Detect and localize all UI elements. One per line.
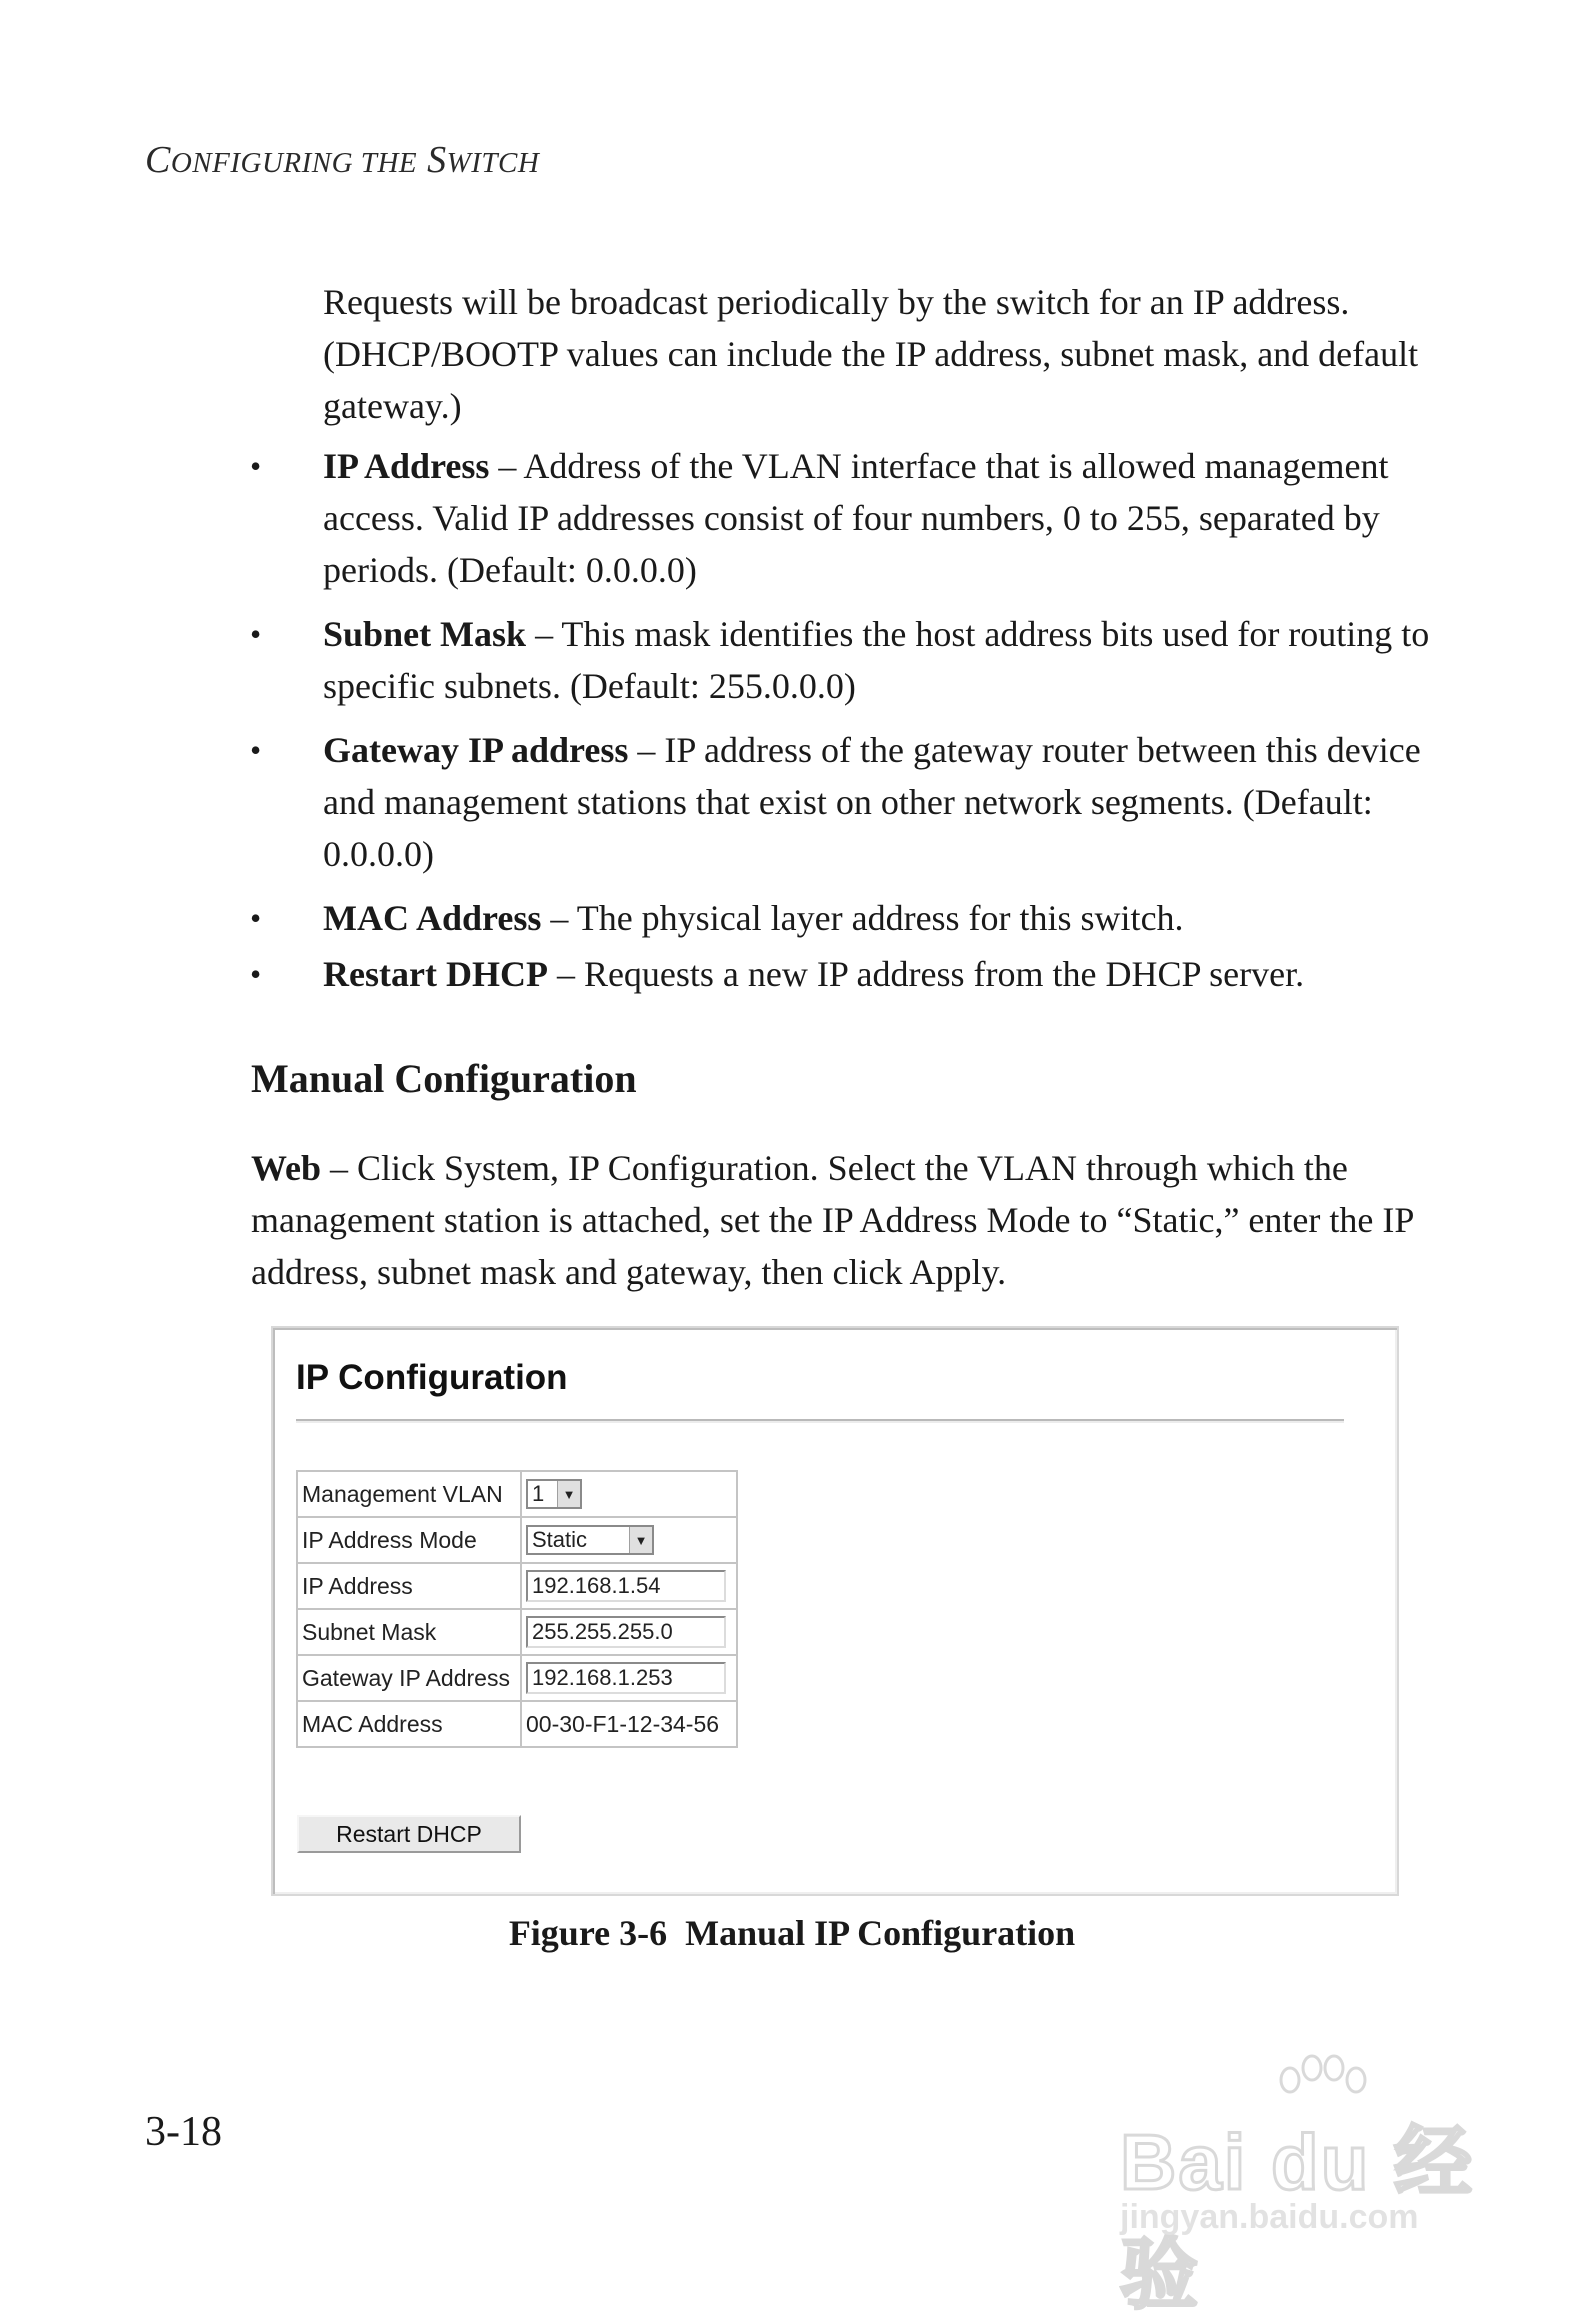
bullet-icon: •	[250, 956, 262, 992]
panel-title: IP Configuration	[296, 1358, 568, 1397]
ip-config-table	[296, 1470, 738, 1748]
bullet-icon: •	[250, 732, 262, 768]
list-item: • MAC Address – The physical layer address for this switch.	[250, 892, 1450, 944]
table-row	[297, 1655, 737, 1701]
bullet-icon: •	[250, 900, 262, 936]
management-vlan-label: Management VLAN	[297, 1471, 521, 1517]
management-vlan-select[interactable]: 1 ▼	[526, 1479, 582, 1509]
ip-address-mode-select[interactable]: Static ▼	[526, 1525, 654, 1555]
watermark-url: jingyan.baidu.com	[1120, 2198, 1419, 2236]
table-row	[297, 1471, 737, 1517]
list-item: • Gateway IP address – IP address of the gateway router between this device and management stations that exist on other network segments. (Default: 0.0.0.0)	[250, 724, 1450, 880]
ip-address-input[interactable]: 192.168.1.54	[526, 1570, 726, 1602]
baidu-watermark	[1120, 2060, 1500, 2318]
ip-configuration-screenshot	[271, 1326, 1399, 1896]
mac-address-label: MAC Address	[297, 1701, 521, 1747]
ip-address-label: IP Address	[297, 1563, 521, 1609]
table-row	[297, 1609, 737, 1655]
chevron-down-icon: ▼	[629, 1527, 652, 1553]
section-heading: Manual Configuration	[251, 1056, 637, 1101]
page-number: 3-18	[145, 2109, 222, 2155]
bullet-icon: •	[250, 448, 262, 484]
table-row	[297, 1701, 737, 1747]
field-description-list	[250, 440, 1450, 1012]
subnet-mask-input[interactable]: 255.255.255.0	[526, 1616, 726, 1648]
gateway-ip-label: Gateway IP Address	[297, 1655, 521, 1701]
ip-address-mode-label: IP Address Mode	[297, 1517, 521, 1563]
list-item: • IP Address – Address of the VLAN interface that is allowed management access. Valid IP addresses consist of four numbers, 0 to 255, separated by periods. (Default: 0.0.0.0)	[250, 440, 1450, 596]
web-instructions: Web – Click System, IP Configuration. Select the VLAN through which the management station is attached, set the IP Address Mode to “Static,” enter the IP address, subnet mask and gateway, then click Apply.	[251, 1148, 1414, 1292]
chevron-down-icon: ▼	[557, 1481, 580, 1507]
subnet-mask-label: Subnet Mask	[297, 1609, 521, 1655]
watermark-brand: Bai du 经验	[1120, 2118, 1475, 2318]
divider	[296, 1419, 1344, 1423]
bullet-icon: •	[250, 616, 262, 652]
list-item: • Restart DHCP – Requests a new IP address from the DHCP server.	[250, 948, 1450, 1000]
figure-caption: Figure 3-6 Manual IP Configuration	[508, 1913, 1076, 1953]
running-head: CONFIGURING THE SWITCH	[145, 139, 540, 181]
table-row	[297, 1517, 737, 1563]
gateway-ip-input[interactable]: 192.168.1.253	[526, 1662, 726, 1694]
mac-address-value: 00-30-F1-12-34-56	[521, 1701, 737, 1747]
table-row	[297, 1563, 737, 1609]
list-item: • Subnet Mask – This mask identifies the host address bits used for routing to specific subnets. (Default: 255.0.0.0)	[250, 608, 1450, 712]
intro-paragraph: Requests will be broadcast periodically by the switch for an IP address. (DHCP/BOOTP values can include the IP address, subnet mask, and default gateway.)	[323, 282, 1419, 426]
restart-dhcp-button[interactable]: Restart DHCP	[297, 1815, 521, 1853]
